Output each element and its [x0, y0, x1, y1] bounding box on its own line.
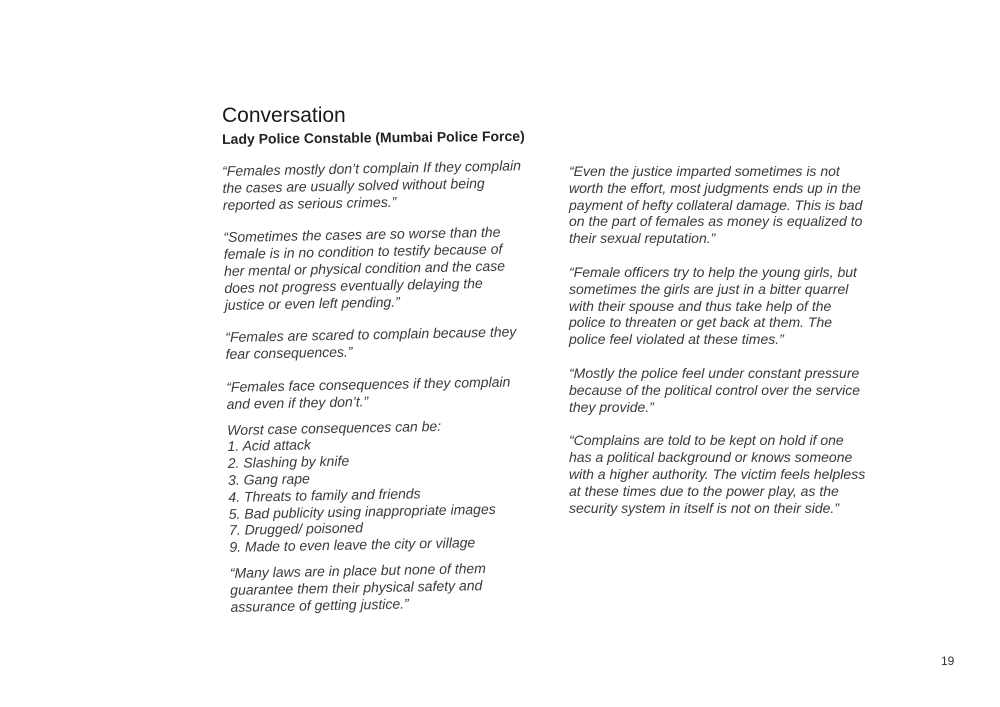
quote: “Females are scared to complain because they fear consequences.” [225, 323, 517, 363]
list-item: 1. Acid attack [227, 436, 312, 455]
list-item: 4. Threats to family and friends [228, 485, 421, 505]
consequences-list [227, 433, 529, 556]
quote: “Mostly the police feel under constant pressure because of the political control over the service they provide.” [569, 364, 861, 415]
right-column [569, 163, 869, 533]
list-item: 7. Drugged/ poisoned [228, 519, 364, 539]
page-subtitle: Lady Police Constable (Mumbai Police Force) [222, 127, 525, 147]
page-number: 19 [941, 654, 955, 668]
quote: “Female officers try to help the young girls, but sometimes the girls are just in a bitter quarrel with their spouse and thus take help of the police to threaten or get back at them. The police feel violated at these times.” [569, 263, 857, 348]
quote: “Females face consequences if they complain and even if they don’t.” [226, 373, 511, 412]
list-item: 5. Bad publicity using inappropriate images [228, 500, 496, 522]
list-item: 2. Slashing by knife [227, 452, 350, 472]
consequences-block [227, 416, 530, 556]
quote: “Complains are told to be kept on hold if one has a political background or knows someone with a higher authority. The victim feels helpless at these times due to the power play, as the security system in itself is not on their side.” [569, 432, 866, 516]
quote: “Many laws are in place but none of them guarantee them their physical safety and assurance of getting justice.” [229, 559, 487, 615]
page-title: Conversation [222, 104, 346, 127]
consequences-heading: Worst case consequences can be: [226, 417, 442, 438]
left-column [222, 157, 531, 631]
quote: “Even the justice imparted sometimes is not worth the effort, most judgments ends up in the payment of hefty collateral damage. This is bad on the part of females as money is equalized to their sexual reputation.” [569, 163, 863, 247]
list-item: 9. Made to even leave the city or village [229, 534, 476, 556]
list-item: 3. Gang rape [227, 470, 310, 488]
quote: “Sometimes the cases are so worse than the female is in no condition to testify because of her mental or physical condition and the case does not progress eventually delaying the justice or even left pending.” [223, 224, 506, 313]
quote: “Females mostly don’t complain If they complain the cases are usually solved without being reported as serious crimes.” [222, 157, 522, 213]
